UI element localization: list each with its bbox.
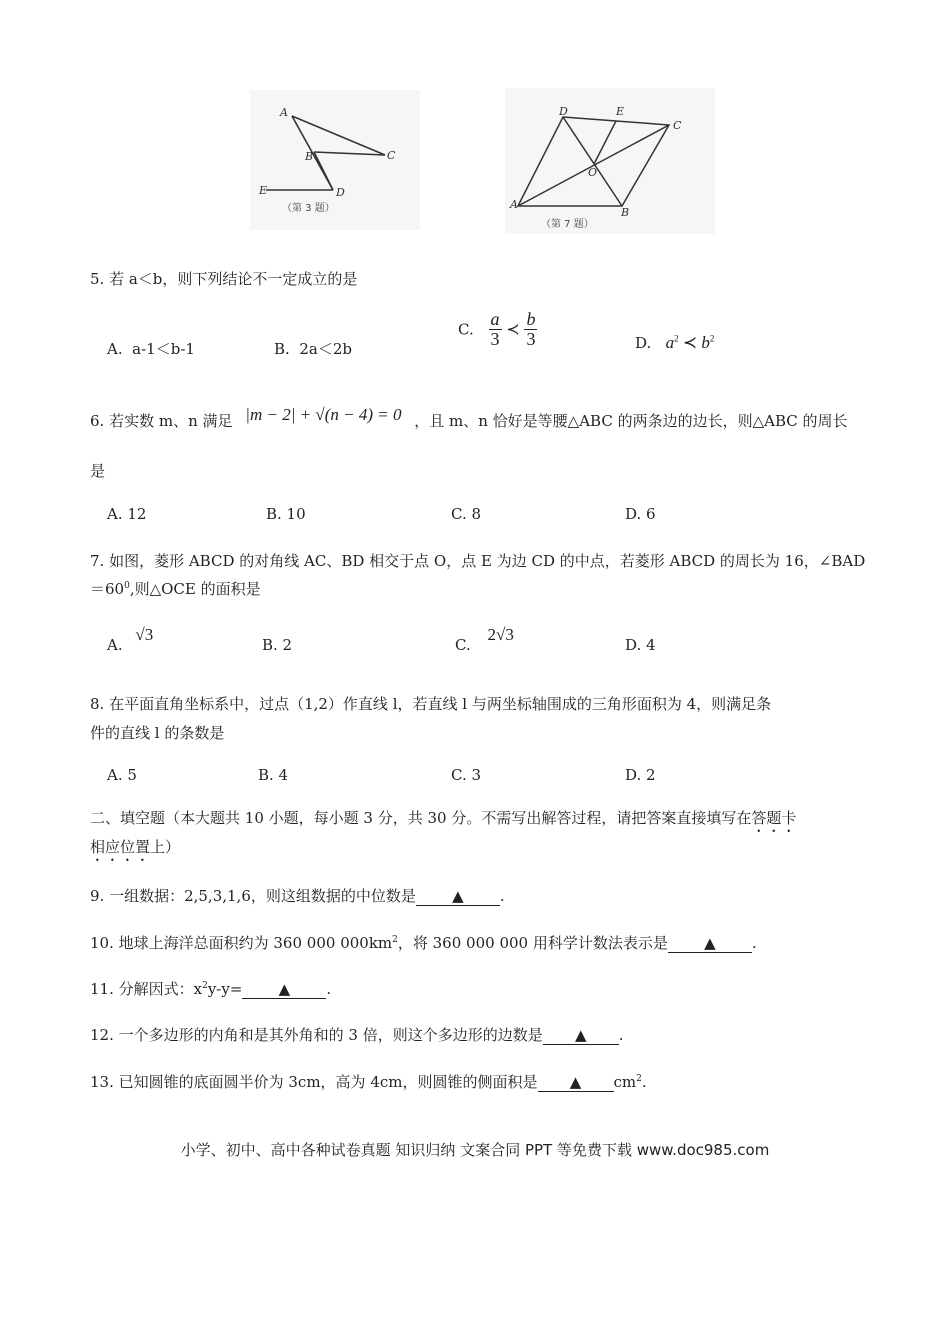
- q10-period: .: [751, 934, 757, 952]
- q5-option-a-text: a-1＜b-1: [132, 340, 195, 358]
- triangle-icon: ▲: [278, 980, 291, 998]
- triangle-icon: ▲: [574, 1026, 587, 1044]
- expr-base-a: a: [665, 333, 675, 352]
- section2-emphasis-1: 答题卡: [751, 809, 797, 827]
- q6-option-b: B. 10: [266, 505, 306, 523]
- q8-option-d: D. 2: [625, 766, 656, 784]
- q7-line1: 7. 如图，菱形 ABCD 的对角线 AC、BD 相交于点 O，点 E 为边 CD 的中点，若菱形 ABCD 的周长为 16，∠BAD: [90, 552, 866, 570]
- q13: [90, 1071, 647, 1092]
- fig7-label-e: E: [616, 105, 625, 118]
- q5-option-c: [458, 310, 537, 349]
- q11: [90, 978, 331, 999]
- q7-option-a-value: √3: [135, 625, 154, 644]
- q5-option-b-label: B.: [274, 340, 290, 358]
- q10-superscript: 2: [392, 935, 398, 945]
- triangle-icon: ▲: [704, 934, 716, 952]
- fig3-label-a: A: [280, 106, 288, 119]
- q5-option-c-fraction-a: [489, 310, 502, 349]
- q9-text: 9. 一组数据：2,5,3,1,6，则这组数据的中位数是: [90, 887, 416, 905]
- expr-base-b: b: [701, 333, 710, 352]
- q10: [90, 932, 757, 953]
- q6-option-d: D. 6: [625, 505, 656, 523]
- q5-option-c-fraction-b: [524, 310, 537, 349]
- expr-exp-b: 2: [709, 333, 715, 344]
- q6-line2: 是: [90, 462, 106, 480]
- q9-period: .: [499, 887, 505, 905]
- q13-superscript: 2: [636, 1074, 642, 1084]
- q5-option-c-label: C.: [458, 320, 474, 339]
- q11-superscript: 2: [202, 981, 208, 991]
- expr-exp-a: 2: [674, 333, 679, 344]
- q5-stem: 5. 若 a＜b，则下列结论不一定成立的是: [90, 270, 358, 288]
- triangle-icon: ▲: [569, 1073, 582, 1091]
- fraction-b-denominator: 3: [526, 328, 536, 349]
- q5-option-d: [635, 333, 714, 353]
- fraction-b-numerator: b: [526, 309, 536, 329]
- q7-question: ,则△OCE 的面积是: [129, 580, 261, 598]
- q8-option-b: B. 4: [258, 766, 289, 784]
- triangle-icon: ▲: [452, 887, 464, 905]
- q5-option-b-text: 2a＜2b: [299, 340, 352, 358]
- q13-period: .: [641, 1073, 647, 1091]
- q12-answer-blank[interactable]: [543, 1027, 619, 1045]
- q7-option-c: [455, 625, 514, 654]
- figure-3: [250, 90, 420, 230]
- q7-option-c-value: 2√3: [487, 625, 514, 644]
- figure-7: [505, 88, 715, 234]
- q12-period: .: [618, 1026, 624, 1044]
- fig7-label-a: A: [510, 198, 518, 211]
- q5-option-b: [274, 338, 352, 359]
- q5-option-c-relation: ≺: [506, 321, 520, 339]
- fig7-label-c: C: [673, 119, 682, 132]
- q11-text-post: y-y=: [207, 980, 243, 998]
- q13-answer-blank[interactable]: [538, 1074, 614, 1092]
- fig3-label-e: E: [259, 184, 268, 197]
- q6-formula: |m − 2| + √(n − 4) = 0: [245, 404, 402, 424]
- fig3-caption: （第 3 题）: [282, 203, 335, 214]
- section2-emphasis-2: 相应位置: [90, 838, 151, 856]
- q10-answer-blank[interactable]: [668, 935, 752, 953]
- fig3-label-b: B: [305, 150, 314, 163]
- fig7-caption: （第 7 题）: [541, 219, 594, 230]
- q8-line2: 件的直线 l 的条数是: [90, 724, 225, 742]
- q5-option-a-label: A.: [107, 340, 123, 358]
- q7-line2: [90, 578, 261, 599]
- q11-period: .: [326, 980, 332, 998]
- q13-text: 13. 已知圆锥的底面圆半价为 3cm，高为 4cm，则圆锥的侧面积是: [90, 1073, 538, 1091]
- section2-tail: 上）: [150, 838, 181, 856]
- q7-degree-mark: 0: [124, 581, 130, 591]
- q7-option-a-label: A.: [107, 636, 123, 654]
- q6-option-a: A. 12: [107, 505, 147, 523]
- fraction-a-denominator: 3: [490, 328, 500, 349]
- q8-option-a: A. 5: [107, 766, 137, 784]
- q5-option-a: [107, 338, 195, 359]
- q9: [90, 885, 505, 906]
- page-footer: 小学、初中、高中各种试卷真题 知识归纳 文案合同 PPT 等免费下载 www.doc985.com: [180, 1141, 770, 1159]
- q6-suffix: ，且 m、n 恰好是等腰△ABC 的两条边的边长，则△ABC 的周长: [414, 412, 848, 430]
- section2-heading-line2: [90, 836, 180, 865]
- q13-unit: cm: [613, 1073, 637, 1091]
- q8-option-c: C. 3: [451, 766, 482, 784]
- fig7-label-o: O: [588, 166, 598, 179]
- q8-line1: 8. 在平面直角坐标系中，过点（1,2）作直线 l，若直线 l 与两坐标轴围成的三角形面积为 4，则满足条: [90, 695, 772, 713]
- q11-answer-blank[interactable]: [242, 981, 326, 999]
- q7-option-c-label: C.: [455, 636, 471, 654]
- q6-option-c: C. 8: [451, 505, 482, 523]
- fig7-label-d: D: [559, 105, 568, 118]
- q10-text-pre: 10. 地球上海洋总面积约为 360 000 000km: [90, 934, 393, 952]
- q10-text-post: ，将 360 000 000 用科学计数法表示是: [397, 934, 668, 952]
- q7-option-a: [107, 625, 153, 654]
- q5-option-d-label: D.: [635, 334, 652, 352]
- expr-relation: ≺: [682, 333, 698, 352]
- q6-prefix: 6. 若实数 m、n 满足: [90, 412, 233, 430]
- fraction-a-numerator: a: [490, 309, 500, 329]
- q12-text: 12. 一个多边形的内角和是其外角和的 3 倍，则这个多边形的边数是: [90, 1026, 543, 1044]
- fig3-label-c: C: [387, 149, 396, 162]
- q7-option-d: D. 4: [625, 636, 656, 654]
- q11-text-pre: 11. 分解因式：x: [90, 980, 203, 998]
- q5-option-d-expression: [666, 333, 715, 352]
- q12: [90, 1024, 624, 1045]
- q7-option-b: B. 2: [262, 636, 293, 654]
- fig7-label-b: B: [621, 206, 630, 219]
- section2-instructions: 二、填空题（本大题共 10 小题，每小题 3 分，共 30 分。不需写出解答过程，请把答案直接填写在: [90, 809, 752, 827]
- fig3-label-d: D: [336, 186, 345, 199]
- q9-answer-blank[interactable]: [416, 888, 500, 906]
- q6-line1: [90, 404, 848, 431]
- q7-angle-value: ＝60: [90, 580, 125, 598]
- section2-heading-line1: [90, 807, 796, 836]
